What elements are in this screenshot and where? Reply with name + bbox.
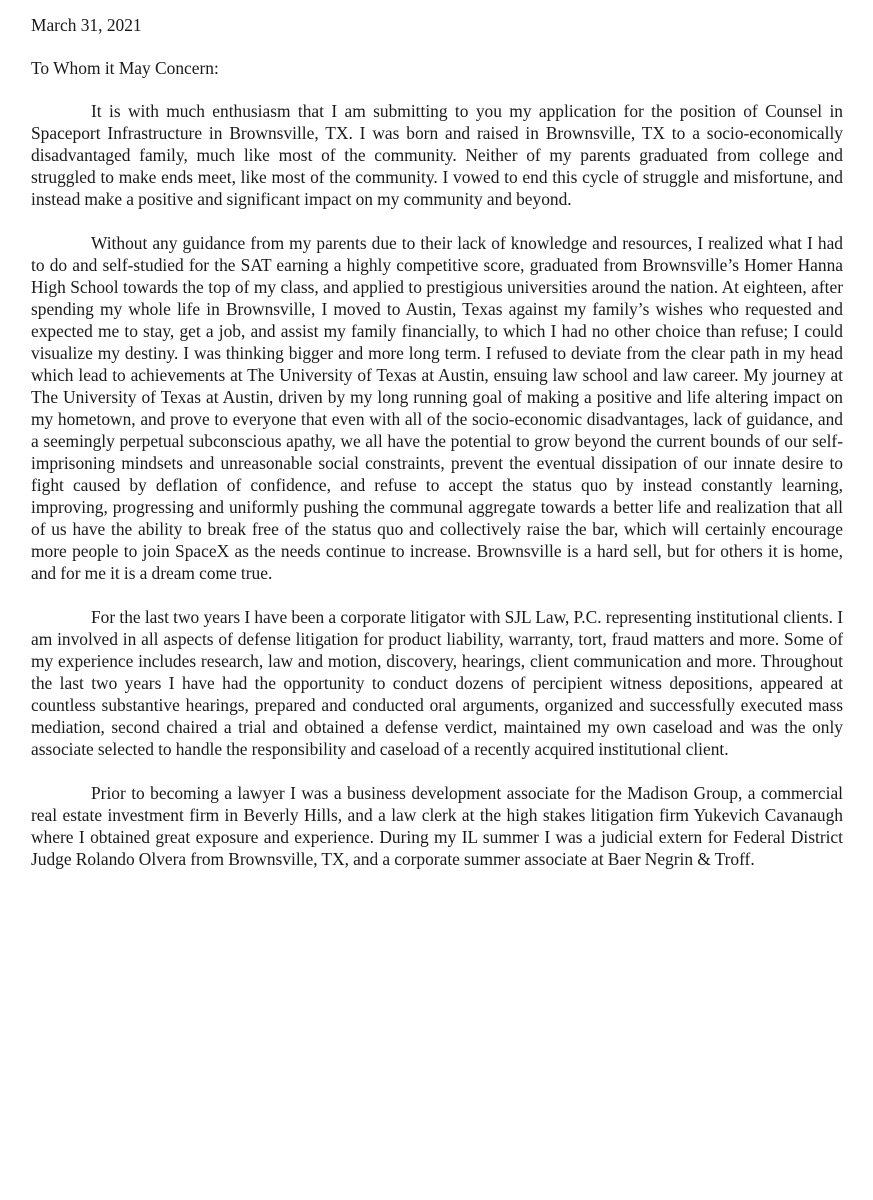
paragraph-background: Without any guidance from my parents due to their lack of knowledge and resources, I realized what I had to do and self-studied for the SAT earning a highly competitive score, graduated from Brownsville’s Homer Hanna High School towards the top of my class, and applied to prestigious universities around the nation. At eighteen, after spending my whole life in Brownsville, I moved to Austin, Texas against my family’s wishes who requested and expected me to stay, get a job, and assist my family financially, to which I had no other choice than refuse; I could visualize my destiny. I was thinking bigger and more long term. I refused to deviate from the clear path in my head which lead to achievements at The University of Texas at Austin, ensuing law school and law career. My journey at The University of Texas at Austin, driven by my long running goal of making a positive and life altering impact on my hometown, and prove to everyone that even with all of the socio-economic disadvantages, lack of guidance, and a seemingly perpetual subconscious apathy, we all have the potential to grow beyond the current bounds of our self-imprisoning mindsets and unreasonable social constraints, prevent the eventual dissipation of our innate desire to fight caused by deflation of confidence, and refuse to accept the status quo by instead constantly learning, improving, progressing and uniformly pushing the communal aggregate towards a better life and realization that all of us have the ability to break free of the status quo and collectively raise the bar, which will certainly encourage more people to join SpaceX as the needs continue to increase. Brownsville is a hard sell, but for others it is home, and for me it is a dream come true.	[31, 233, 843, 583]
paragraph-prior-experience: Prior to becoming a lawyer I was a business development associate for the Madison Group, a commercial real estate investment firm in Beverly Hills, and a law clerk at the high stakes litigation firm Yukevich Cavanaugh where I obtained great exposure and experience. During my IL summer I was a judicial extern for Federal District Judge Rolando Olvera from Brownsville, TX, and a corporate summer associate at Baer Negrin & Troff.	[31, 783, 843, 869]
letter-salutation: To Whom it May Concern:	[31, 58, 219, 78]
letter-date: March 31, 2021	[31, 15, 142, 35]
paragraph-introduction: It is with much enthusiasm that I am submitting to you my application for the position of Counsel in Spaceport Infrastructure in Brownsville, TX. I was born and raised in Brownsville, TX to a socio-economically disadvantaged family, much like most of the community. Neither of my parents graduated from college and struggled to make ends meet, like most of the community. I vowed to end this cycle of struggle and misfortune, and instead make a positive and significant impact on my community and beyond.	[31, 101, 843, 209]
paragraph-litigation-experience: For the last two years I have been a corporate litigator with SJL Law, P.C. representing institutional clients. I am involved in all aspects of defense litigation for product liability, warranty, tort, fraud matters and more. Some of my experience includes research, law and motion, discovery, hearings, client communication and more. Throughout the last two years I have had the opportunity to conduct dozens of percipient witness depositions, appeared at countless substantive hearings, prepared and conducted oral arguments, organized and successfully executed mass mediation, second chaired a trial and obtained a defense verdict, maintained my own caseload and was the only associate selected to handle the responsibility and caseload of a recently acquired institutional client.	[31, 607, 843, 759]
